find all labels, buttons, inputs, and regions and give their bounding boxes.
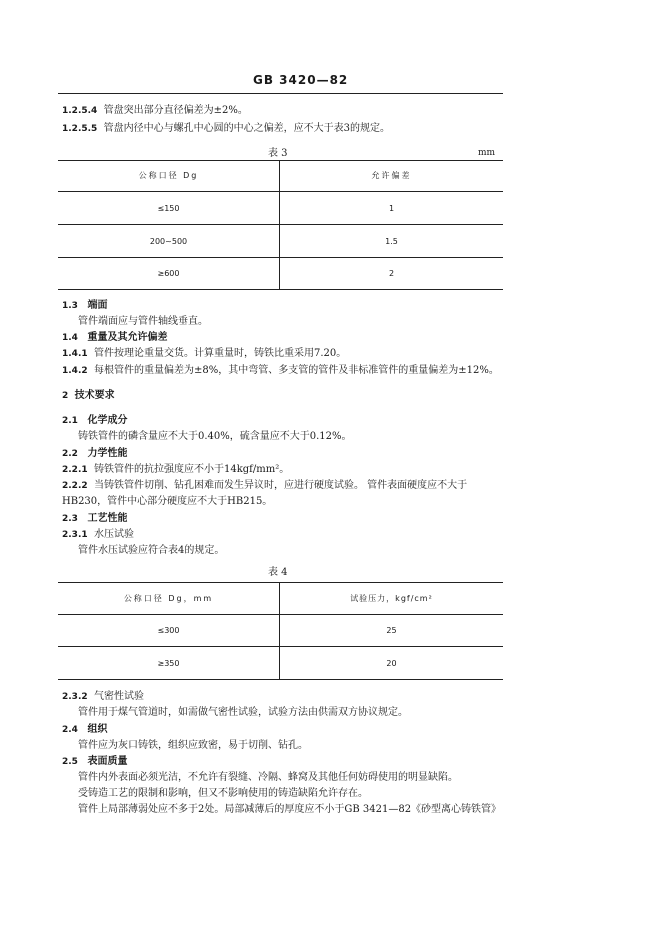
- section-title: 工艺性能: [87, 513, 128, 524]
- section-2-5-line: 管件内外表面必须光洁，不允许有裂缝、冷隔、蜂窝及其他任何妨碍使用的明显缺陷。: [78, 772, 458, 783]
- section-title: 组织: [87, 724, 108, 735]
- header-rule: [58, 93, 503, 94]
- section-2-3-1-heading: [62, 528, 134, 542]
- section-2-1-text: 铸铁管件的磷含量应不大于0.40%，硫含量应不大于0.12%。: [78, 431, 352, 442]
- table4-cell: ≥350: [157, 659, 180, 668]
- table4-cell: ≤300: [157, 626, 180, 635]
- table4-cell: 20: [386, 659, 397, 668]
- table3-cell: 1: [388, 204, 395, 213]
- clause-1-2-5-4: [62, 104, 248, 118]
- section-1-4-heading: [62, 331, 168, 345]
- section-number: 2.3.2: [62, 692, 88, 702]
- table3-caption: 表 3: [268, 148, 288, 159]
- section-number: 2.3.1: [62, 530, 88, 540]
- table4-bottom-rule: [58, 679, 503, 680]
- clause-number: 1.4.1: [62, 349, 88, 359]
- clause-1-4-1: [62, 347, 346, 361]
- section-title: 技术要求: [74, 390, 115, 401]
- table4-header-rule: [58, 614, 503, 615]
- table3-unit: mm: [478, 148, 496, 158]
- table3-row-rule: [58, 224, 503, 225]
- clause-number: 1.2.5.4: [62, 106, 98, 116]
- table4-top-rule: [58, 582, 503, 583]
- table3-cell: 2: [388, 269, 395, 278]
- clause-2-2-2-continued: HB230，管件中心部分硬度应不大于HB215。: [62, 496, 273, 507]
- section-2-4-heading: [62, 723, 108, 737]
- table4-col-diameter: 公称口径 Dg，mm: [123, 594, 214, 603]
- section-number: 2.3: [62, 514, 78, 524]
- section-number: 1.4: [62, 333, 78, 343]
- clause-text: 管件按理论重量交货。计算重量时，铸铁比重采用7.20。: [93, 348, 347, 359]
- clause-text: 每根管件的重量偏差为±8%，其中弯管、多支管的管件及非标准管件的重量偏差为±12%。: [93, 365, 499, 376]
- section-number: 2.4: [62, 725, 78, 735]
- section-number: 2: [62, 391, 69, 401]
- table3-cell: 200~500: [149, 237, 188, 246]
- section-number: 2.5: [62, 757, 78, 767]
- section-title: 气密性试验: [93, 691, 144, 702]
- clause-2-2-2: [62, 479, 467, 493]
- section-2-5-heading: [62, 755, 128, 769]
- document-header: GB 3420—82: [253, 73, 349, 87]
- table4-cell: 25: [386, 626, 397, 635]
- section-2-3-2-heading: [62, 690, 144, 704]
- section-2-3-heading: [62, 512, 128, 526]
- section-number: 1.3: [62, 301, 78, 311]
- clause-2-2-1: [62, 463, 289, 477]
- section-2-4-text: 管件应为灰口铸铁，组织应致密，易于切削、钻孔。: [78, 740, 308, 751]
- section-title: 水压试验: [93, 529, 134, 540]
- section-number: 2.2: [62, 449, 78, 459]
- clause-number: 2.2.2: [62, 481, 88, 491]
- section-title: 化学成分: [87, 415, 128, 426]
- clause-1-4-2: [62, 364, 499, 378]
- section-2-5-line: 管件上局部薄弱处应不多于2处。局部减薄后的厚度应不小于GB 3421—82《砂型离心铸铁管》: [78, 804, 502, 815]
- table3-cell: ≤150: [157, 204, 180, 213]
- section-title: 重量及其允许偏差: [87, 332, 168, 343]
- table3-cell: 1.5: [385, 237, 398, 246]
- section-2-3-1-text: 管件水压试验应符合表4的规定。: [78, 545, 225, 556]
- section-1-3-heading: [62, 299, 108, 313]
- clause-text: 当铸铁管件切削、钻孔困难而发生异议时，应进行硬度试验。 管件表面硬度应不大于: [93, 480, 468, 491]
- section-title: 端面: [87, 300, 108, 311]
- section-title: 力学性能: [87, 448, 128, 459]
- table3-row-rule: [58, 257, 503, 258]
- section-2-1-heading: [62, 414, 128, 428]
- section-2-3-2-text: 管件用于煤气管道时，如需做气密性试验，试验方法由供需双方协议规定。: [78, 707, 408, 718]
- table3-col-tolerance: 允许偏差: [371, 171, 412, 180]
- table3-top-rule: [58, 160, 503, 161]
- clause-number: 1.2.5.5: [62, 124, 98, 134]
- section-2-heading: [62, 389, 115, 403]
- clause-number: 2.2.1: [62, 465, 88, 475]
- section-2-2-heading: [62, 447, 128, 461]
- table3-cell: ≥600: [157, 269, 180, 278]
- section-title: 表面质量: [87, 756, 128, 767]
- table4-caption: 表 4: [268, 567, 288, 578]
- clause-text: 管盘内径中心与螺孔中心圆的中心之偏差，应不大于表3的规定。: [103, 123, 391, 134]
- table3-col-diameter: 公称口径 Dg: [138, 171, 199, 180]
- table4-row-rule: [58, 646, 503, 647]
- section-2-5-line: 受铸造工艺的限制和影响，但又不影响使用的铸造缺陷允许存在。: [78, 788, 368, 799]
- section-1-3-text: 管件端面应与管件轴线垂直。: [78, 316, 208, 327]
- clause-number: 1.4.2: [62, 366, 88, 376]
- clause-text: 管盘突出部分直径偏差为±2%。: [103, 105, 248, 116]
- table3-bottom-rule: [58, 289, 503, 290]
- table4-col-pressure: 试验压力，kgf/cm²: [350, 594, 433, 603]
- section-number: 2.1: [62, 416, 78, 426]
- clause-1-2-5-5: [62, 122, 390, 136]
- table3-header-rule: [58, 191, 503, 192]
- clause-text: 铸铁管件的抗拉强度应不小于14kgf/mm²。: [93, 464, 290, 475]
